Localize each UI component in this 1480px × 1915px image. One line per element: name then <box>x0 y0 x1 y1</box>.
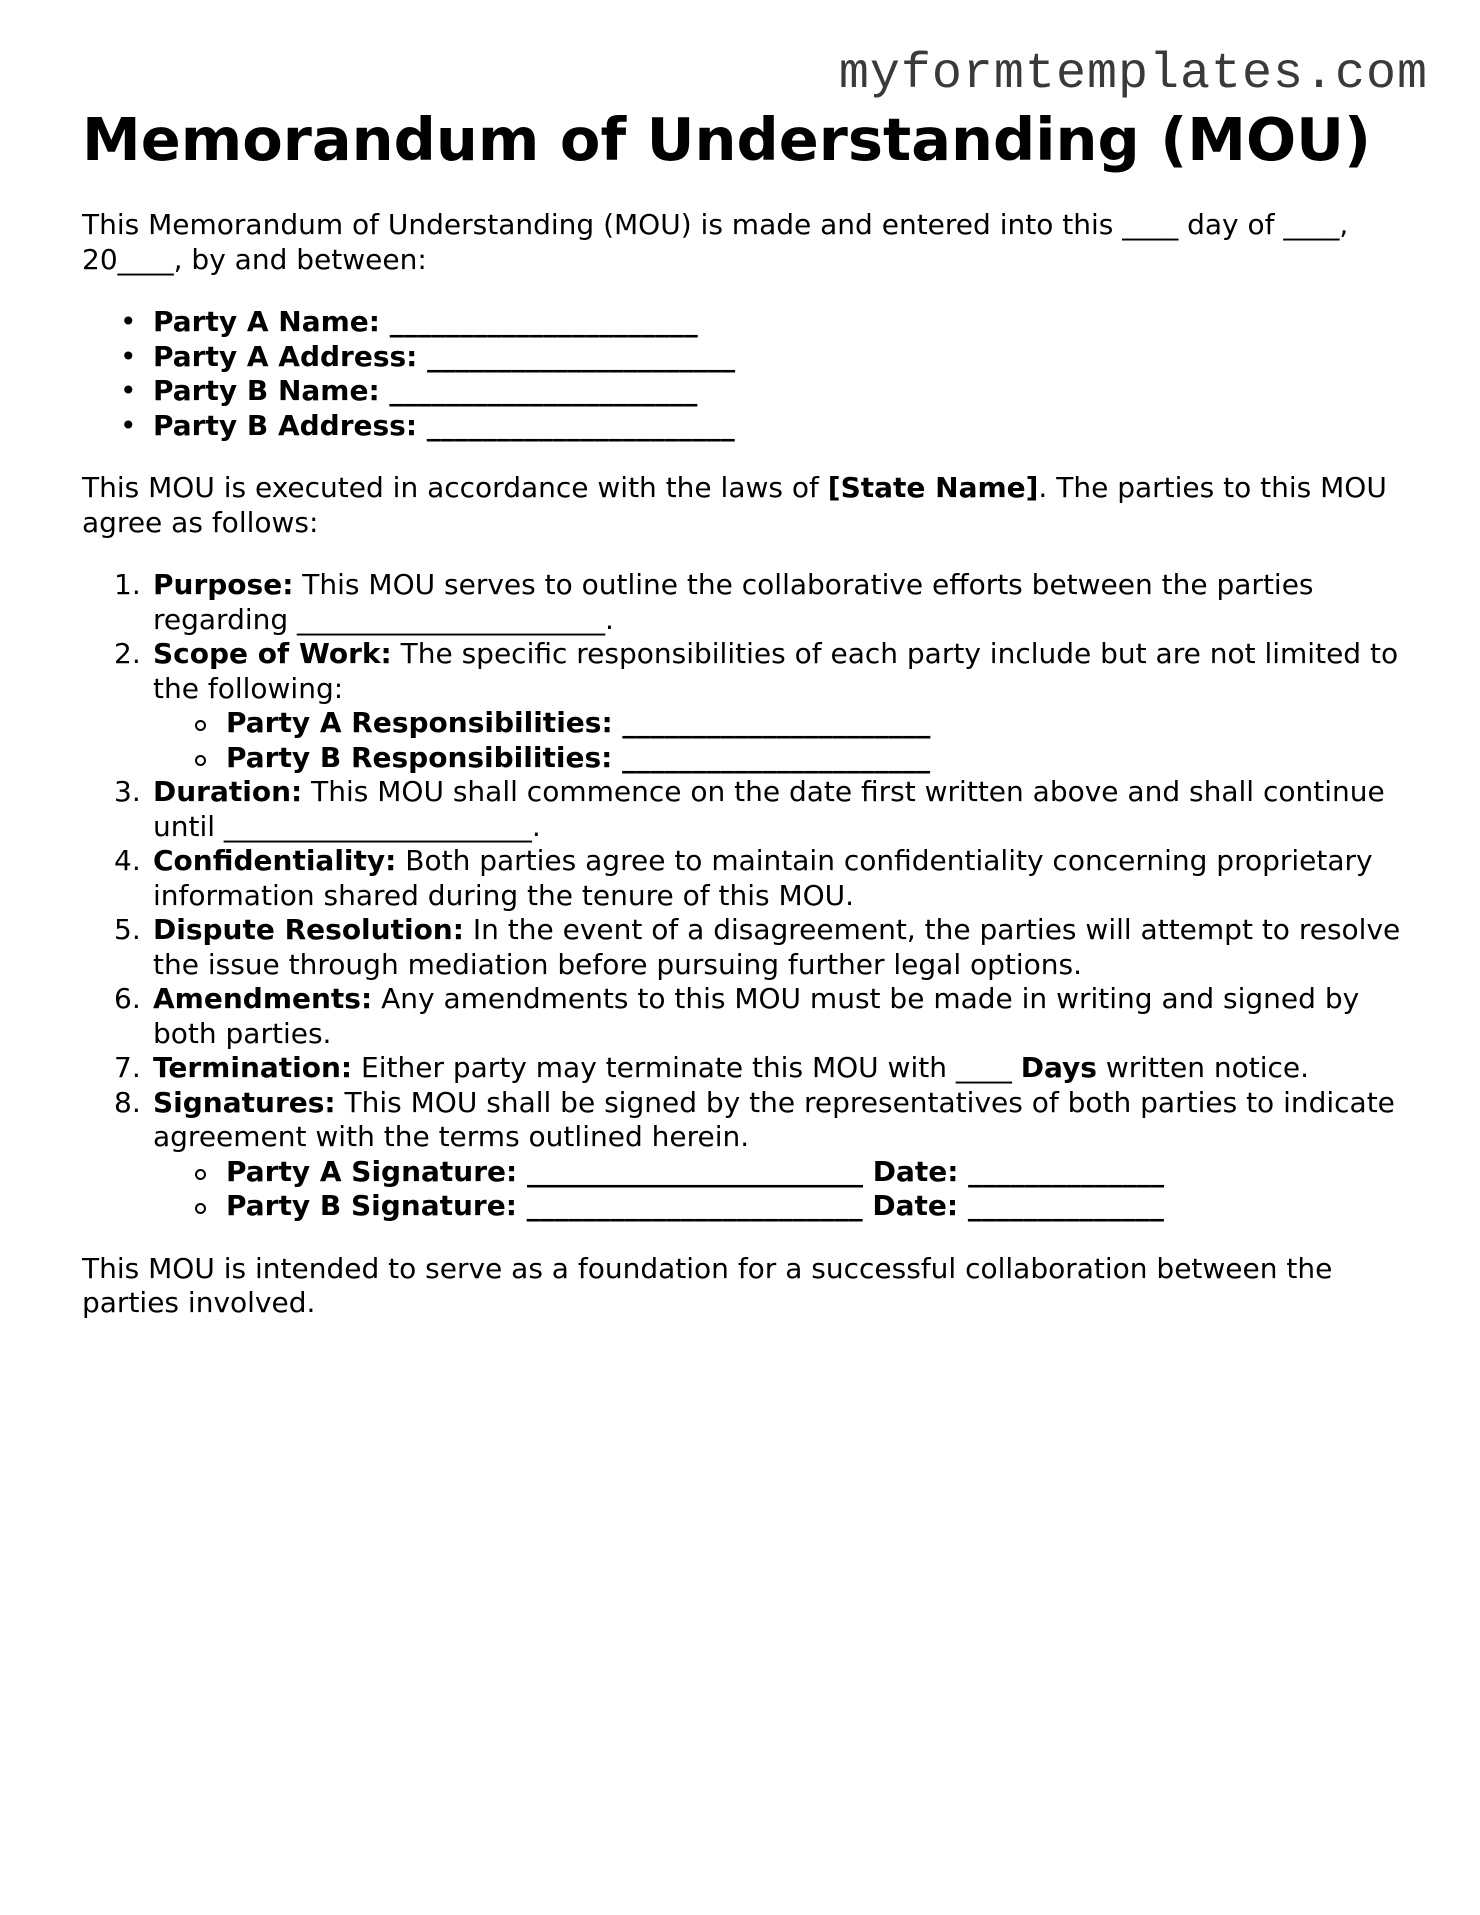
term-number: 7. <box>114 1051 141 1084</box>
state-name-placeholder: [State Name] <box>827 471 1039 504</box>
party-a-responsibilities-item <box>153 706 1412 741</box>
term-number: 3. <box>114 775 141 808</box>
days-label: Days <box>1020 1051 1097 1084</box>
party-a-address-item <box>82 340 1412 375</box>
term-item-termination <box>82 1051 1412 1086</box>
term-text: Either party may terminate this MOU with ____ <box>352 1051 1021 1084</box>
term-text: Any amendments to this MOU must be made in writing and signed by both parties. <box>153 982 1360 1050</box>
term-number: 8. <box>114 1085 141 1119</box>
term-text: The specific responsibilities of each party include but are not limited to the following: <box>153 637 1399 705</box>
term-heading: Dispute Resolution: <box>153 913 464 946</box>
law-text-after: . The parties to this MOU agree as follows: <box>82 471 1387 539</box>
parties-list <box>82 305 1412 443</box>
term-number: 5. <box>114 913 141 946</box>
governing-law-paragraph <box>82 471 1412 540</box>
party-label: Party B Name: <box>153 374 380 407</box>
term-text: Both parties agree to maintain confidentiality concerning proprietary information shared during the tenure of this MOU. <box>153 844 1373 912</box>
party-label: Party A Address: <box>153 339 418 373</box>
terms-list <box>82 568 1412 1224</box>
term-text: In the event of a disagreement, the parties will attempt to resolve the issue through mediation before pursuing further legal options. <box>153 913 1401 981</box>
term-item-signatures <box>82 1086 1412 1224</box>
signatures-list <box>153 1155 1412 1224</box>
term-text: This MOU shall be signed by the representatives of both parties to indicate agreement with the terms outlined herein. <box>153 1085 1395 1153</box>
term-number: 6. <box>114 982 141 1015</box>
party-b-responsibilities-item <box>153 741 1412 776</box>
document-page <box>82 100 1412 1321</box>
signature-line: Party A Signature: ________________________ Date: ______________ <box>226 1154 1165 1188</box>
party-b-name-item <box>82 374 1412 409</box>
party-a-name-blank: ______________________ <box>389 305 698 338</box>
document-title: Memorandum of Understanding (MOU) <box>82 105 1371 174</box>
sub-blank: ______________________ <box>622 740 931 774</box>
term-item-dispute-resolution <box>82 913 1412 982</box>
party-b-address-blank: ______________________ <box>426 408 735 442</box>
term-heading: Purpose: <box>153 568 294 601</box>
party-label: Party B Address: <box>153 408 418 442</box>
term-heading: Termination: <box>153 1051 353 1084</box>
term-item-purpose <box>82 568 1412 637</box>
term-text-after: written notice. <box>1096 1051 1310 1084</box>
term-number: 2. <box>114 637 141 670</box>
term-text: This MOU shall commence on the date first written above and shall continue until ______________________. <box>153 775 1385 843</box>
law-text-before: This MOU is executed in accordance with the laws of <box>82 471 828 504</box>
term-heading: Confidentiality: <box>153 844 397 877</box>
term-number: 4. <box>114 844 141 877</box>
term-number: 1. <box>114 568 141 601</box>
term-item-scope <box>82 637 1412 775</box>
party-b-name-blank: ______________________ <box>389 374 698 407</box>
sub-label: Party B Responsibilities: <box>226 740 613 774</box>
sub-label: Party A Responsibilities: <box>226 706 613 739</box>
party-a-address-blank: ______________________ <box>427 339 736 373</box>
party-a-signature-item <box>153 1155 1412 1190</box>
term-text: This MOU serves to outline the collaborative efforts between the parties regarding ______________________. <box>153 568 1314 636</box>
term-item-duration <box>82 775 1412 844</box>
term-item-confidentiality <box>82 844 1412 913</box>
intro-paragraph: This Memorandum of Understanding (MOU) is made and entered into this ____ day of ____, 20____, by and between: <box>82 208 1349 276</box>
watermark: myformtemplates.com <box>838 46 1428 103</box>
term-heading: Scope of Work: <box>153 637 392 670</box>
term-item-amendments <box>82 982 1412 1051</box>
party-label: Party A Name: <box>153 305 380 338</box>
party-a-name-item <box>82 305 1412 340</box>
party-b-signature-item <box>153 1189 1412 1224</box>
party-b-address-item <box>82 409 1412 444</box>
term-heading: Duration: <box>153 775 303 808</box>
term-heading: Signatures: <box>153 1085 336 1119</box>
closing-paragraph: This MOU is intended to serve as a foundation for a successful collaboration between the parties involved. <box>82 1251 1333 1319</box>
term-heading: Amendments: <box>153 982 373 1015</box>
responsibilities-list <box>153 706 1412 775</box>
signature-line: Party B Signature: ________________________ Date: ______________ <box>226 1189 1164 1222</box>
sub-blank: ______________________ <box>622 706 931 739</box>
